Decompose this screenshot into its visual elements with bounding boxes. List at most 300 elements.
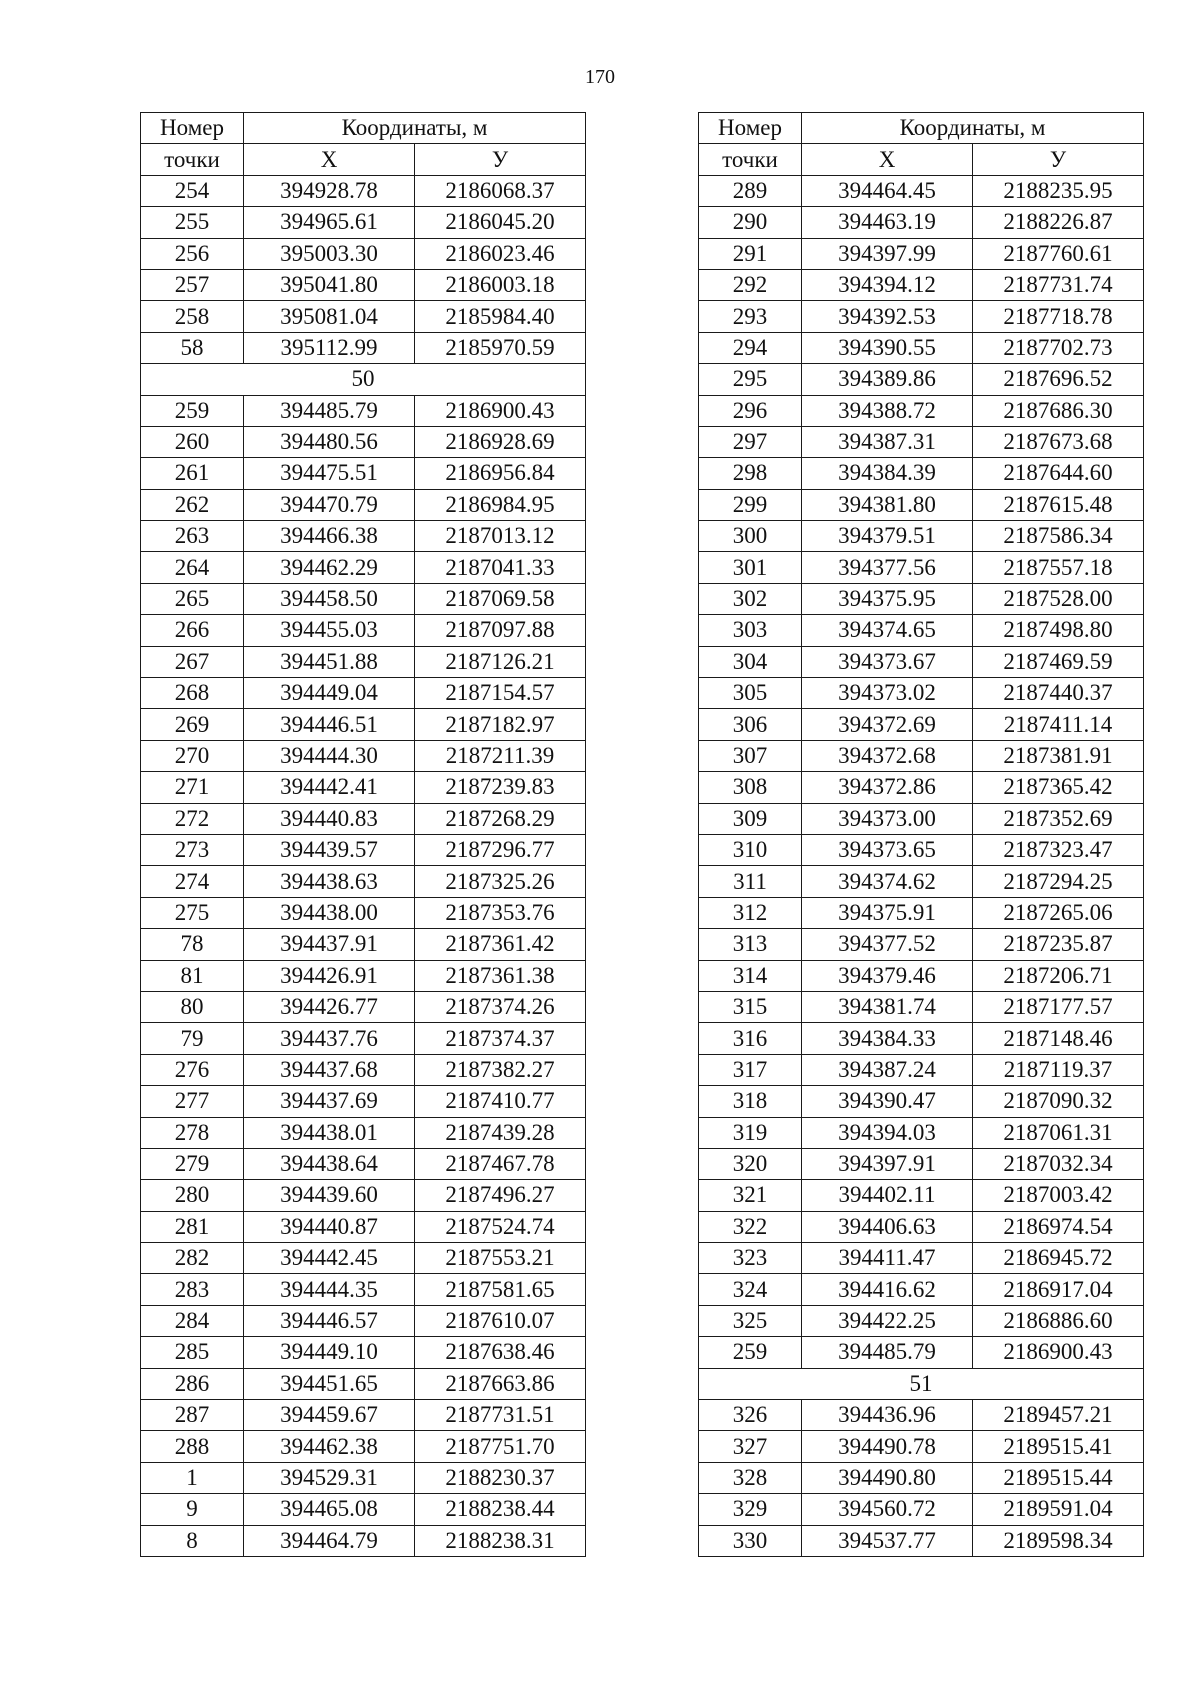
point-number-cell: 254 <box>141 175 244 206</box>
y-coordinate-cell: 2187061.31 <box>973 1117 1144 1148</box>
table-row <box>699 1525 1144 1556</box>
table-row <box>699 489 1144 520</box>
x-coordinate-cell: 394374.65 <box>802 615 973 646</box>
point-number-cell: 287 <box>141 1400 244 1431</box>
table-row <box>141 803 586 834</box>
y-coordinate-cell: 2187615.48 <box>973 489 1144 520</box>
table-row <box>141 1211 586 1242</box>
point-number-cell: 278 <box>141 1117 244 1148</box>
x-coordinate-cell: 394375.91 <box>802 897 973 928</box>
x-column-header: X <box>802 144 973 175</box>
point-number-cell: 324 <box>699 1274 802 1305</box>
table-row <box>141 583 586 614</box>
point-number-cell: 329 <box>699 1494 802 1525</box>
point-number-cell: 284 <box>141 1305 244 1336</box>
x-coordinate-cell: 394537.77 <box>802 1525 973 1556</box>
point-number-cell: 267 <box>141 646 244 677</box>
table-row <box>141 1243 586 1274</box>
table-row <box>141 1148 586 1179</box>
x-coordinate-cell: 394462.29 <box>244 552 415 583</box>
x-coordinate-cell: 394379.51 <box>802 521 973 552</box>
x-coordinate-cell: 394437.68 <box>244 1054 415 1085</box>
y-coordinate-cell: 2187148.46 <box>973 1023 1144 1054</box>
x-coordinate-cell: 394444.30 <box>244 740 415 771</box>
point-number-cell: 302 <box>699 583 802 614</box>
x-coordinate-cell: 394490.80 <box>802 1462 973 1493</box>
point-number-cell: 1 <box>141 1462 244 1493</box>
y-coordinate-cell: 2188238.44 <box>415 1494 586 1525</box>
table-row <box>699 583 1144 614</box>
x-coordinate-cell: 394384.33 <box>802 1023 973 1054</box>
page-number: 170 <box>585 66 615 88</box>
y-coordinate-cell: 2187586.34 <box>973 521 1144 552</box>
table-row <box>699 772 1144 803</box>
point-number-cell: 292 <box>699 269 802 300</box>
table-row <box>699 552 1144 583</box>
y-coordinate-cell: 2187673.68 <box>973 426 1144 457</box>
point-number-cell: 285 <box>141 1337 244 1368</box>
table-row <box>699 458 1144 489</box>
y-coordinate-cell: 2188230.37 <box>415 1462 586 1493</box>
x-coordinate-cell: 394390.55 <box>802 332 973 363</box>
table-row <box>699 301 1144 332</box>
x-coordinate-cell: 394464.79 <box>244 1525 415 1556</box>
section-number: 50 <box>141 364 586 395</box>
point-number-cell: 79 <box>141 1023 244 1054</box>
table-row <box>699 175 1144 206</box>
table-row <box>699 1494 1144 1525</box>
point-number-cell: 300 <box>699 521 802 552</box>
table-row <box>141 207 586 238</box>
y-coordinate-cell: 2187374.26 <box>415 991 586 1022</box>
x-coordinate-cell: 394438.64 <box>244 1148 415 1179</box>
x-coordinate-cell: 394440.83 <box>244 803 415 834</box>
header-row <box>141 144 586 175</box>
y-coordinate-cell: 2187235.87 <box>973 929 1144 960</box>
point-number-header-line1: Номер <box>141 113 244 144</box>
table-row <box>699 1305 1144 1336</box>
x-coordinate-cell: 394438.01 <box>244 1117 415 1148</box>
x-coordinate-cell: 394442.41 <box>244 772 415 803</box>
point-number-cell: 301 <box>699 552 802 583</box>
y-coordinate-cell: 2187361.42 <box>415 929 586 960</box>
x-coordinate-cell: 394387.24 <box>802 1054 973 1085</box>
y-coordinate-cell: 2188226.87 <box>973 207 1144 238</box>
point-number-cell: 315 <box>699 991 802 1022</box>
y-coordinate-cell: 2187268.29 <box>415 803 586 834</box>
point-number-cell: 321 <box>699 1180 802 1211</box>
x-coordinate-cell: 394440.87 <box>244 1211 415 1242</box>
point-number-cell: 265 <box>141 583 244 614</box>
y-coordinate-cell: 2187090.32 <box>973 1086 1144 1117</box>
table-row <box>141 834 586 865</box>
point-number-cell: 274 <box>141 866 244 897</box>
table-row <box>141 1525 586 1556</box>
x-coordinate-cell: 394455.03 <box>244 615 415 646</box>
x-coordinate-cell: 394381.80 <box>802 489 973 520</box>
point-number-cell: 296 <box>699 395 802 426</box>
y-coordinate-cell: 2187119.37 <box>973 1054 1144 1085</box>
y-coordinate-cell: 2186928.69 <box>415 426 586 457</box>
y-coordinate-cell: 2187003.42 <box>973 1180 1144 1211</box>
x-coordinate-cell: 394446.51 <box>244 709 415 740</box>
y-coordinate-cell: 2186974.54 <box>973 1211 1144 1242</box>
x-coordinate-cell: 395081.04 <box>244 301 415 332</box>
table-row <box>699 1180 1144 1211</box>
point-number-cell: 325 <box>699 1305 802 1336</box>
point-number-cell: 305 <box>699 678 802 709</box>
y-coordinate-cell: 2187097.88 <box>415 615 586 646</box>
y-coordinate-cell: 2187013.12 <box>415 521 586 552</box>
y-coordinate-cell: 2187382.27 <box>415 1054 586 1085</box>
y-coordinate-cell: 2187718.78 <box>973 301 1144 332</box>
x-coordinate-cell: 394373.02 <box>802 678 973 709</box>
y-coordinate-cell: 2187211.39 <box>415 740 586 771</box>
table-row <box>141 175 586 206</box>
y-coordinate-cell: 2188238.31 <box>415 1525 586 1556</box>
table-row <box>699 929 1144 960</box>
x-coordinate-cell: 394470.79 <box>244 489 415 520</box>
table-row <box>699 395 1144 426</box>
x-coordinate-cell: 394437.76 <box>244 1023 415 1054</box>
x-column-header: X <box>244 144 415 175</box>
point-number-cell: 269 <box>141 709 244 740</box>
x-coordinate-cell: 394372.86 <box>802 772 973 803</box>
y-coordinate-cell: 2186917.04 <box>973 1274 1144 1305</box>
y-coordinate-cell: 2187581.65 <box>415 1274 586 1305</box>
y-coordinate-cell: 2187524.74 <box>415 1211 586 1242</box>
y-coordinate-cell: 2187469.59 <box>973 646 1144 677</box>
x-coordinate-cell: 394411.47 <box>802 1243 973 1274</box>
header-row <box>699 113 1144 144</box>
table-row <box>699 1400 1144 1431</box>
x-coordinate-cell: 394387.31 <box>802 426 973 457</box>
x-coordinate-cell: 394438.00 <box>244 897 415 928</box>
x-coordinate-cell: 394458.50 <box>244 583 415 614</box>
point-number-cell: 272 <box>141 803 244 834</box>
point-number-cell: 275 <box>141 897 244 928</box>
y-coordinate-cell: 2185984.40 <box>415 301 586 332</box>
table-row <box>141 1117 586 1148</box>
x-coordinate-cell: 394451.88 <box>244 646 415 677</box>
table-body <box>699 175 1144 1556</box>
table-row <box>141 1368 586 1399</box>
x-coordinate-cell: 394462.38 <box>244 1431 415 1462</box>
point-number-cell: 271 <box>141 772 244 803</box>
x-coordinate-cell: 394438.63 <box>244 866 415 897</box>
y-column-header: У <box>415 144 586 175</box>
x-coordinate-cell: 394394.12 <box>802 269 973 300</box>
point-number-cell: 295 <box>699 364 802 395</box>
point-number-cell: 310 <box>699 834 802 865</box>
table-row <box>141 897 586 928</box>
x-coordinate-cell: 394485.79 <box>802 1337 973 1368</box>
point-number-header-line2: точки <box>699 144 802 175</box>
point-number-cell: 306 <box>699 709 802 740</box>
point-number-cell: 78 <box>141 929 244 960</box>
x-coordinate-cell: 394390.47 <box>802 1086 973 1117</box>
y-coordinate-cell: 2187731.51 <box>415 1400 586 1431</box>
x-coordinate-cell: 394437.69 <box>244 1086 415 1117</box>
table-row <box>699 1431 1144 1462</box>
x-coordinate-cell: 395112.99 <box>244 332 415 363</box>
x-coordinate-cell: 394426.77 <box>244 991 415 1022</box>
x-coordinate-cell: 394381.74 <box>802 991 973 1022</box>
point-number-cell: 266 <box>141 615 244 646</box>
x-coordinate-cell: 394377.56 <box>802 552 973 583</box>
x-coordinate-cell: 394464.45 <box>802 175 973 206</box>
y-coordinate-cell: 2187638.46 <box>415 1337 586 1368</box>
table-row <box>141 1086 586 1117</box>
header-row <box>141 113 586 144</box>
point-number-cell: 261 <box>141 458 244 489</box>
point-number-cell: 276 <box>141 1054 244 1085</box>
point-number-cell: 58 <box>141 332 244 363</box>
x-coordinate-cell: 394426.91 <box>244 960 415 991</box>
point-number-cell: 316 <box>699 1023 802 1054</box>
x-coordinate-cell: 394374.62 <box>802 866 973 897</box>
table-row <box>699 332 1144 363</box>
point-number-cell: 288 <box>141 1431 244 1462</box>
table-row <box>141 866 586 897</box>
section-number: 51 <box>699 1368 1144 1399</box>
point-number-cell: 81 <box>141 960 244 991</box>
point-number-cell: 283 <box>141 1274 244 1305</box>
table-row <box>141 1462 586 1493</box>
x-coordinate-cell: 394372.69 <box>802 709 973 740</box>
x-coordinate-cell: 394439.57 <box>244 834 415 865</box>
point-number-cell: 294 <box>699 332 802 363</box>
table-row <box>699 1337 1144 1368</box>
y-coordinate-cell: 2187528.00 <box>973 583 1144 614</box>
table-row <box>141 332 586 363</box>
y-coordinate-cell: 2187365.42 <box>973 772 1144 803</box>
y-coordinate-cell: 2186984.95 <box>415 489 586 520</box>
x-coordinate-cell: 394449.04 <box>244 678 415 709</box>
point-number-cell: 264 <box>141 552 244 583</box>
y-coordinate-cell: 2187496.27 <box>415 1180 586 1211</box>
x-coordinate-cell: 394439.60 <box>244 1180 415 1211</box>
x-coordinate-cell: 394480.56 <box>244 426 415 457</box>
y-coordinate-cell: 2187206.71 <box>973 960 1144 991</box>
table-row <box>699 803 1144 834</box>
point-number-cell: 309 <box>699 803 802 834</box>
y-coordinate-cell: 2188235.95 <box>973 175 1144 206</box>
y-coordinate-cell: 2186886.60 <box>973 1305 1144 1336</box>
x-coordinate-cell: 394965.61 <box>244 207 415 238</box>
y-coordinate-cell: 2187041.33 <box>415 552 586 583</box>
y-coordinate-cell: 2186956.84 <box>415 458 586 489</box>
x-coordinate-cell: 394373.00 <box>802 803 973 834</box>
point-number-cell: 268 <box>141 678 244 709</box>
table-row <box>141 991 586 1022</box>
y-coordinate-cell: 2185970.59 <box>415 332 586 363</box>
point-number-header-line1: Номер <box>699 113 802 144</box>
point-number-cell: 255 <box>141 207 244 238</box>
y-coordinate-cell: 2186900.43 <box>973 1337 1144 1368</box>
table-row <box>141 426 586 457</box>
x-coordinate-cell: 394392.53 <box>802 301 973 332</box>
table-row <box>699 1243 1144 1274</box>
point-number-cell: 320 <box>699 1148 802 1179</box>
point-number-cell: 293 <box>699 301 802 332</box>
y-coordinate-cell: 2187751.70 <box>415 1431 586 1462</box>
y-coordinate-cell: 2187498.80 <box>973 615 1144 646</box>
section-row <box>699 1368 1144 1399</box>
table-row <box>699 709 1144 740</box>
table-row <box>141 1274 586 1305</box>
coordinates-header: Координаты, м <box>802 113 1144 144</box>
table-body <box>141 175 586 1556</box>
point-number-cell: 308 <box>699 772 802 803</box>
table-row <box>699 426 1144 457</box>
x-coordinate-cell: 394490.78 <box>802 1431 973 1462</box>
x-coordinate-cell: 394406.63 <box>802 1211 973 1242</box>
x-coordinate-cell: 394446.57 <box>244 1305 415 1336</box>
point-number-cell: 326 <box>699 1400 802 1431</box>
point-number-cell: 303 <box>699 615 802 646</box>
y-coordinate-cell: 2189591.04 <box>973 1494 1144 1525</box>
table-row <box>699 1274 1144 1305</box>
y-coordinate-cell: 2187610.07 <box>415 1305 586 1336</box>
table-row <box>699 960 1144 991</box>
point-number-cell: 289 <box>699 175 802 206</box>
x-coordinate-cell: 394459.67 <box>244 1400 415 1431</box>
table-row <box>699 521 1144 552</box>
y-coordinate-cell: 2189457.21 <box>973 1400 1144 1431</box>
point-number-cell: 259 <box>141 395 244 426</box>
x-coordinate-cell: 394394.03 <box>802 1117 973 1148</box>
x-coordinate-cell: 394465.08 <box>244 1494 415 1525</box>
point-number-cell: 327 <box>699 1431 802 1462</box>
table-row <box>141 458 586 489</box>
x-coordinate-cell: 394402.11 <box>802 1180 973 1211</box>
x-coordinate-cell: 394928.78 <box>244 175 415 206</box>
y-coordinate-cell: 2187557.18 <box>973 552 1144 583</box>
x-coordinate-cell: 395041.80 <box>244 269 415 300</box>
point-number-cell: 258 <box>141 301 244 332</box>
y-coordinate-cell: 2187352.69 <box>973 803 1144 834</box>
y-coordinate-cell: 2187294.25 <box>973 866 1144 897</box>
table-row <box>699 364 1144 395</box>
y-coordinate-cell: 2187553.21 <box>415 1243 586 1274</box>
y-coordinate-cell: 2187644.60 <box>973 458 1144 489</box>
x-coordinate-cell: 394372.68 <box>802 740 973 771</box>
point-number-cell: 280 <box>141 1180 244 1211</box>
y-coordinate-cell: 2187325.26 <box>415 866 586 897</box>
point-number-cell: 281 <box>141 1211 244 1242</box>
point-number-header-line2: точки <box>141 144 244 175</box>
point-number-cell: 330 <box>699 1525 802 1556</box>
y-coordinate-cell: 2187439.28 <box>415 1117 586 1148</box>
point-number-cell: 323 <box>699 1243 802 1274</box>
x-coordinate-cell: 394373.65 <box>802 834 973 865</box>
table-row <box>141 1054 586 1085</box>
x-coordinate-cell: 394437.91 <box>244 929 415 960</box>
table-row <box>699 678 1144 709</box>
coordinates-header: Координаты, м <box>244 113 586 144</box>
coordinates-table-right <box>698 112 1144 1557</box>
table-row <box>141 395 586 426</box>
point-number-cell: 279 <box>141 1148 244 1179</box>
y-coordinate-cell: 2187353.76 <box>415 897 586 928</box>
point-number-cell: 282 <box>141 1243 244 1274</box>
x-coordinate-cell: 395003.30 <box>244 238 415 269</box>
table-row <box>141 1400 586 1431</box>
y-coordinate-cell: 2186045.20 <box>415 207 586 238</box>
table-row <box>699 897 1144 928</box>
table-row <box>699 1054 1144 1085</box>
x-coordinate-cell: 394397.99 <box>802 238 973 269</box>
x-coordinate-cell: 394416.62 <box>802 1274 973 1305</box>
y-coordinate-cell: 2187686.30 <box>973 395 1144 426</box>
table-row <box>699 269 1144 300</box>
y-coordinate-cell: 2187696.52 <box>973 364 1144 395</box>
x-coordinate-cell: 394377.52 <box>802 929 973 960</box>
x-coordinate-cell: 394451.65 <box>244 1368 415 1399</box>
x-coordinate-cell: 394449.10 <box>244 1337 415 1368</box>
table-row <box>141 552 586 583</box>
point-number-cell: 256 <box>141 238 244 269</box>
table-row <box>699 238 1144 269</box>
y-coordinate-cell: 2187663.86 <box>415 1368 586 1399</box>
table-row <box>699 1117 1144 1148</box>
table-row <box>141 301 586 332</box>
table-row <box>141 1494 586 1525</box>
table-row <box>141 709 586 740</box>
y-coordinate-cell: 2186003.18 <box>415 269 586 300</box>
y-coordinate-cell: 2187323.47 <box>973 834 1144 865</box>
point-number-cell: 299 <box>699 489 802 520</box>
x-coordinate-cell: 394384.39 <box>802 458 973 489</box>
point-number-cell: 297 <box>699 426 802 457</box>
coordinates-table-left <box>140 112 586 1557</box>
point-number-cell: 318 <box>699 1086 802 1117</box>
point-number-cell: 277 <box>141 1086 244 1117</box>
x-coordinate-cell: 394388.72 <box>802 395 973 426</box>
table-row <box>141 678 586 709</box>
point-number-cell: 319 <box>699 1117 802 1148</box>
y-coordinate-cell: 2187126.21 <box>415 646 586 677</box>
table-row <box>141 521 586 552</box>
point-number-cell: 80 <box>141 991 244 1022</box>
table-row <box>699 1023 1144 1054</box>
y-coordinate-cell: 2189515.41 <box>973 1431 1144 1462</box>
x-coordinate-cell: 394397.91 <box>802 1148 973 1179</box>
y-coordinate-cell: 2186945.72 <box>973 1243 1144 1274</box>
point-number-cell: 273 <box>141 834 244 865</box>
point-number-cell: 286 <box>141 1368 244 1399</box>
x-coordinate-cell: 394444.35 <box>244 1274 415 1305</box>
point-number-cell: 259 <box>699 1337 802 1368</box>
y-coordinate-cell: 2187265.06 <box>973 897 1144 928</box>
x-coordinate-cell: 394422.25 <box>802 1305 973 1336</box>
point-number-cell: 317 <box>699 1054 802 1085</box>
point-number-cell: 290 <box>699 207 802 238</box>
table-row <box>699 1148 1144 1179</box>
table-row <box>699 1462 1144 1493</box>
table-row <box>699 991 1144 1022</box>
y-coordinate-cell: 2187032.34 <box>973 1148 1144 1179</box>
x-coordinate-cell: 394475.51 <box>244 458 415 489</box>
table-row <box>699 740 1144 771</box>
x-coordinate-cell: 394463.19 <box>802 207 973 238</box>
y-coordinate-cell: 2187702.73 <box>973 332 1144 363</box>
table-row <box>141 772 586 803</box>
y-coordinate-cell: 2187440.37 <box>973 678 1144 709</box>
table-row <box>141 929 586 960</box>
header-row <box>699 144 1144 175</box>
